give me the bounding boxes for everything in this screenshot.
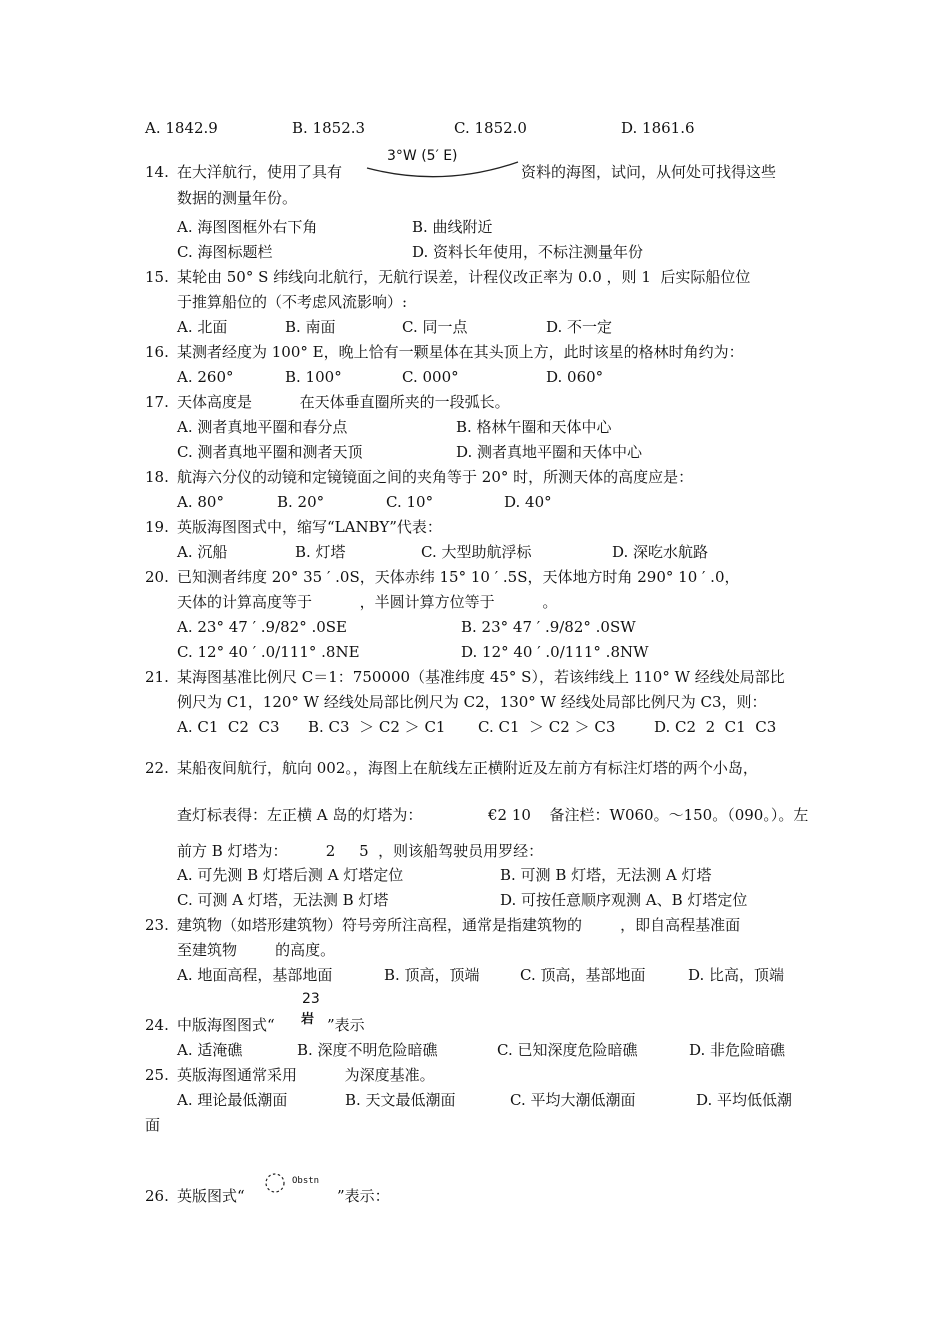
q18-line-1: 航海六分仪的动镜和定镜镜面之间的夹角等于 20° 时，所测天体的高度应是：: [177, 468, 694, 486]
q14-option-c: C. 海图标题栏: [177, 243, 273, 261]
q13-option-c: C. 1852.0: [454, 119, 527, 137]
q16-option-d: D. 060°: [546, 368, 604, 386]
q23-line-1: 建筑物（如塔形建筑物）符号旁所注高程，通常是指建筑物的 ，即自高程基准面: [177, 916, 741, 934]
q16-option-c: C. 000°: [402, 368, 459, 386]
q15-option-a: A. 北面: [177, 318, 228, 336]
q18-option-b: B. 20°: [277, 493, 325, 511]
dotted-circle-icon: [262, 1170, 288, 1196]
q22-option-b: B. 可测 B 灯塔，无法测 A 灯塔: [500, 866, 712, 884]
q14-stem-b: 资料的海图，试问，从何处可找得这些: [521, 163, 777, 181]
q22-option-c: C. 可测 A 灯塔，无法测 B 灯塔: [177, 891, 389, 909]
q26-line-1-b: ”表示：: [337, 1187, 390, 1205]
rock-glyph: 岩: [301, 1012, 315, 1027]
q23-option-b: B. 顶高，顶端: [384, 966, 480, 984]
q21-line-2: 例尺为 C1，120° W 经线处局部比例尺为 C2，130° W 经线处局部比例尺为 C3，则：: [177, 693, 767, 711]
q21-line-1: 某海图基准比例尺 C＝1：750000（基准纬度 45° S），若该纬线上 110° W 经线处局部比: [177, 668, 785, 686]
q20-option-b: B. 23° 47 ′ .9/82° .0SW: [461, 618, 636, 636]
q17-option-c: C. 测者真地平圈和测者天顶: [177, 443, 363, 461]
q16-number: 16.: [145, 343, 169, 361]
q18-option-a: A. 80°: [177, 493, 224, 511]
q22-option-d: D. 可按任意顺序观测 A、B 灯塔定位: [500, 891, 748, 909]
q24-line-1-a: 中版海图图式“: [177, 1016, 275, 1034]
q26-line-1-a: 英版图式“: [177, 1187, 245, 1205]
q15-option-d: D. 不一定: [546, 318, 613, 336]
q22-line-2: 查灯标表得：左正横 A 岛的灯塔为：: [177, 806, 471, 824]
q18-number: 18.: [145, 468, 169, 486]
q25-line-1: 英版海图通常采用 为深度基准。: [177, 1066, 435, 1084]
q21-number: 21.: [145, 668, 169, 686]
q25-number: 25.: [145, 1066, 169, 1084]
q17-option-d: D. 测者真地平圈和天体中心: [456, 443, 643, 461]
q19-number: 19.: [145, 518, 169, 536]
q22-light-a-characteristic: €2 10: [488, 806, 531, 824]
q13-option-b: B. 1852.3: [292, 119, 366, 137]
q21-option-a: A. C1 C2 C3: [177, 718, 280, 736]
q23-line-2: 至建筑物 的高度。: [177, 941, 336, 959]
q14-stem-a: 在大洋航行，使用了具有: [177, 163, 343, 181]
obstruction-symbol: [262, 1170, 342, 1198]
q20-option-c: C. 12° 40 ′ .0/111° .8NE: [177, 643, 360, 661]
rock-symbol: [298, 991, 328, 1031]
q15-option-c: C. 同一点: [402, 318, 468, 336]
magnetic-variation-symbol: [365, 146, 520, 180]
q24-option-d: D. 非危险暗礁: [689, 1041, 786, 1059]
q22-option-a: A. 可先测 B 灯塔后测 A 灯塔定位: [177, 866, 404, 884]
rock-depth-label: 23: [302, 991, 320, 1007]
q17-option-b: B. 格林午圈和天体中心: [456, 418, 612, 436]
q23-option-c: C. 顶高，基部地面: [520, 966, 646, 984]
q14-option-b: B. 曲线附近: [412, 218, 493, 236]
q14-option-a: A. 海图图框外右下角: [177, 218, 318, 236]
q19-option-b: B. 灯塔: [295, 543, 346, 561]
q21-option-c: C. C1 ＞ C2 ＞ C3: [478, 718, 616, 736]
q25-option-c: C. 平均大潮低潮面: [510, 1091, 636, 1109]
q17-line-1: 天体高度是 在天体垂直圈所夹的一段弧长。: [177, 393, 510, 411]
q25-option-b: B. 天文最低潮面: [345, 1091, 456, 1109]
q24-option-a: A. 适淹礁: [177, 1041, 243, 1059]
q15-number: 15.: [145, 268, 169, 286]
q20-line-1: 已知测者纬度 20° 35 ′ .0S，天体赤纬 15° 10 ′ .5S，天体地方时角 290° 10 ′ .0，: [177, 568, 740, 586]
q21-option-b: B. C3 ＞ C2 ＞ C1: [308, 718, 446, 736]
q19-option-c: C. 大型助航浮标: [421, 543, 532, 561]
q23-option-a: A. 地面高程，基部地面: [177, 966, 333, 984]
q19-option-a: A. 沉船: [177, 543, 228, 561]
q22-line-3: 前方 B 灯塔为： 2 5 ，则该船驾驶员用罗经：: [177, 842, 544, 860]
variation-label: 3°W (5′ E): [387, 148, 458, 164]
q20-option-a: A. 23° 47 ′ .9/82° .0SE: [177, 618, 348, 636]
q26-number: 26.: [145, 1187, 169, 1205]
q17-option-a: A. 测者真地平圈和春分点: [177, 418, 348, 436]
q23-option-d: D. 比高，顶端: [688, 966, 785, 984]
q24-option-b: B. 深度不明危险暗礁: [297, 1041, 438, 1059]
q23-number: 23.: [145, 916, 169, 934]
q18-option-c: C. 10°: [386, 493, 434, 511]
q15-line-1: 某轮由 50° S 纬线向北航行，无航行误差，计程仪改正率为 0.0 ，则 1 后实际船位位: [177, 268, 751, 286]
q22-line-1: 某船夜间航行，航向 002。，海图上在航线左正横附近及左前方有标注灯塔的两个小岛，: [177, 759, 758, 777]
q16-option-b: B. 100°: [285, 368, 342, 386]
q25-option-d: D. 平均低低潮: [696, 1091, 793, 1109]
obstruction-label: Obstn: [292, 1176, 320, 1186]
q24-line-1-b: ”表示: [327, 1016, 365, 1034]
q13-option-d: D. 1861.6: [621, 119, 695, 137]
q21-option-d: D. C2 2 C1 C3: [654, 718, 777, 736]
q19-line-1: 英版海图图式中，缩写“LANBY”代表：: [177, 518, 442, 536]
q24-number: 24.: [145, 1016, 169, 1034]
q20-option-d: D. 12° 40 ′ .0/111° .8NW: [461, 643, 649, 661]
q14-number: 14.: [145, 163, 169, 181]
q19-option-d: D. 深吃水航路: [612, 543, 709, 561]
q22-number: 22.: [145, 759, 169, 777]
q25-option-a: A. 理论最低潮面: [177, 1091, 288, 1109]
q16-option-a: A. 260°: [177, 368, 234, 386]
q14-stem-c: 数据的测量年份。: [177, 189, 298, 207]
q24-option-c: C. 已知深度危险暗礁: [497, 1041, 638, 1059]
q16-line-1: 某测者经度为 100° E，晚上恰有一颗星体在其头顶上方，此时该星的格林时角约为：: [177, 343, 744, 361]
q15-option-b: B. 南面: [285, 318, 336, 336]
q25-option-d-wrap: 面: [145, 1116, 161, 1134]
q13-option-a: A. 1842.9: [145, 119, 218, 137]
q17-number: 17.: [145, 393, 169, 411]
q18-option-d: D. 40°: [504, 493, 552, 511]
q14-option-d: D. 资料长年使用，不标注测量年份: [412, 243, 644, 261]
q15-line-2: 于推算船位的（不考虑风流影响）:: [177, 293, 408, 311]
q22-line-2-tail: 备注栏：W060。～150。（090。）。左: [540, 806, 809, 824]
q20-number: 20.: [145, 568, 169, 586]
q20-line-2: 天体的计算高度等于 ，半圆计算方位等于 。: [177, 593, 558, 611]
